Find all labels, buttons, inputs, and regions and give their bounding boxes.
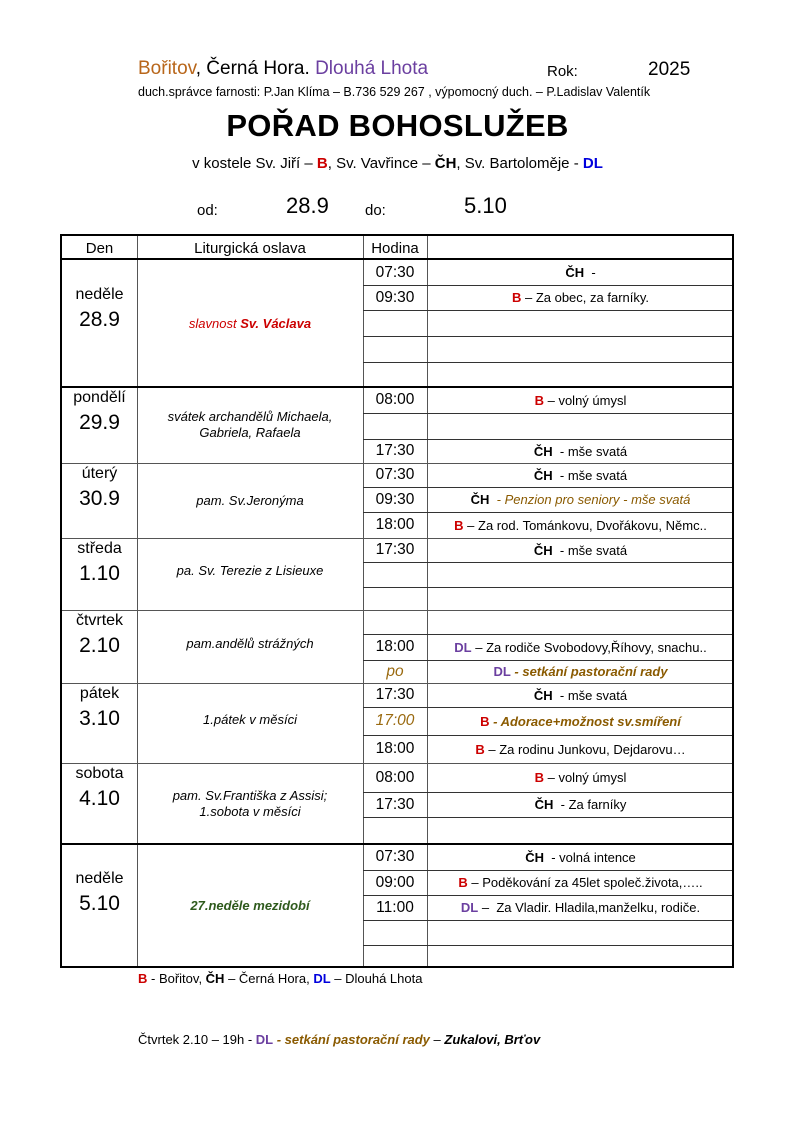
- day-name: čtvrtek: [75, 612, 124, 629]
- time-cell: [363, 920, 427, 945]
- celebration-cell: [137, 610, 363, 683]
- intention-text: - mše svatá: [552, 443, 628, 459]
- intention-cell: [427, 387, 734, 413]
- day-date: 1.10: [79, 562, 120, 585]
- intention-cell: [427, 487, 734, 512]
- celebration-text: pam. Sv.Františka z Assisi;: [172, 787, 328, 803]
- note-event: - setkání pastorační rady: [273, 1032, 430, 1047]
- churches-text: v kostele Sv. Jiří –: [192, 155, 317, 172]
- year-value: 2025: [648, 59, 691, 80]
- day-cell: [62, 763, 137, 844]
- time-cell: [363, 945, 427, 968]
- celebration-text: pa. Sv. Terezie z Lisieuxe: [176, 563, 324, 578]
- intention-cell: [427, 945, 734, 968]
- time-cell: [363, 310, 427, 336]
- intention-cell: [427, 512, 734, 538]
- church-code-dl: DL: [454, 639, 472, 655]
- celebration-text: 1.pátek v měsíci: [203, 712, 297, 727]
- celebration-cell: [137, 387, 363, 463]
- day-name: sobota: [75, 765, 124, 782]
- church-code-ch: ČH: [534, 797, 554, 812]
- intention-cell: [427, 634, 734, 660]
- time-cell: [363, 587, 427, 610]
- church-code-ch: ČH: [533, 467, 553, 483]
- celebration-text: slavnost: [188, 315, 241, 331]
- church-code-dl: DL: [460, 900, 479, 915]
- time-cell: 17:30: [375, 541, 415, 558]
- intention-cell: [427, 735, 734, 763]
- clergy-info: duch.správce farnosti: P.Jan Klíma – B.736 529 267 , výpomocný duch. – P.Ladislav Valentík: [138, 85, 651, 99]
- time-cell: 17:30: [375, 686, 415, 703]
- time-cell: 18:00: [375, 740, 415, 757]
- time-cell: po: [386, 662, 404, 680]
- note-place: Zukalovi, Brťov: [444, 1032, 541, 1047]
- intention-cell: [427, 285, 734, 310]
- church-code-dl: DL: [493, 664, 511, 679]
- time-cell: 17:00: [375, 712, 415, 729]
- from-value: 28.9: [286, 193, 329, 218]
- page-title: POŘAD BOHOSLUŽEB: [226, 108, 569, 143]
- intention-cell: [427, 362, 734, 387]
- intention-text: – Za Vladir. Hladila,manželku, rodiče.: [478, 900, 701, 915]
- church-code-b: B: [534, 392, 544, 408]
- day-name: neděle: [75, 286, 124, 303]
- celebration-text: pam.andělů strážných: [186, 635, 314, 651]
- day-date: 30.9: [79, 487, 120, 510]
- time-cell: 17:30: [375, 442, 415, 459]
- note-sep: –: [429, 1032, 445, 1047]
- celebration-text: pam. Sv.Jeronýma: [196, 492, 304, 508]
- church-code-b: B: [480, 713, 490, 729]
- intention-cell: [427, 707, 734, 735]
- day-cell: [62, 844, 137, 968]
- intention-text: – Poděkování za 45let společ.života,…..: [467, 875, 703, 890]
- intention-text: – volný úmysl: [544, 770, 627, 785]
- legend-code-ch: ČH: [205, 971, 225, 986]
- note-code-dl: DL: [255, 1032, 274, 1047]
- time-cell: 09:30: [375, 288, 415, 306]
- celebration-text: 27.neděle mezidobí: [190, 898, 310, 913]
- time-cell: 17:30: [375, 795, 415, 813]
- church-code-b: B: [458, 875, 468, 890]
- day-date: 4.10: [79, 787, 120, 810]
- legend-text: – Černá Hora,: [224, 971, 314, 986]
- intention-text: - Penzion pro seniory - mše svatá: [489, 492, 691, 507]
- schedule-table: [60, 234, 734, 968]
- celebration-text: svátek archandělů Michaela, Gabriela, Rafaela: [167, 409, 333, 440]
- from-label: od:: [197, 202, 218, 219]
- church-code-ch: ČH: [525, 849, 544, 865]
- day-date: 3.10: [79, 707, 120, 730]
- legend-text: - Bořitov,: [147, 971, 206, 986]
- intention-text: – Za rodiče Svobodovy,Říhovy, snachu..: [471, 639, 707, 655]
- church-code-ch: ČH: [565, 265, 585, 280]
- legend-text: – Dlouhá Lhota: [330, 971, 423, 986]
- footer-note: [138, 1032, 540, 1047]
- churches-line: [0, 155, 795, 172]
- note-prefix: Čtvrtek 2.10 – 19h -: [138, 1032, 256, 1047]
- code-dl: DL: [582, 155, 603, 172]
- time-cell: [363, 362, 427, 387]
- time-cell: 11:00: [376, 898, 414, 916]
- intention-cell: [427, 538, 734, 562]
- legend-code-dl: DL: [313, 971, 331, 986]
- day-name: středa: [77, 540, 122, 557]
- code-b: B: [316, 155, 328, 172]
- day-date: 29.9: [79, 411, 120, 434]
- time-cell: 07:30: [375, 263, 415, 281]
- time-cell: 09:30: [375, 490, 415, 508]
- church-code-ch: ČH: [533, 542, 553, 558]
- day-date: 2.10: [79, 634, 120, 657]
- day-cell: [62, 538, 137, 610]
- intention-cell: [427, 610, 734, 634]
- celebration-cell: [137, 260, 363, 387]
- celebration-cell: [137, 763, 363, 844]
- church-code-b: B: [534, 770, 544, 785]
- intention-cell: [427, 336, 734, 362]
- intention-cell: [427, 310, 734, 336]
- to-value: 5.10: [464, 193, 507, 218]
- intention-text: – Za obec, za farníky.: [521, 290, 650, 305]
- intention-cell: [427, 683, 734, 707]
- legend-code-b: B: [138, 971, 148, 986]
- code-ch: ČH: [434, 155, 457, 172]
- intention-cell: [427, 817, 734, 844]
- day-cell: [62, 683, 137, 763]
- time-cell: [363, 336, 427, 362]
- intention-text: - setkání pastorační rady: [510, 664, 668, 679]
- time-cell: 08:00: [375, 391, 415, 408]
- time-cell: 08:00: [375, 768, 415, 786]
- intention-text: – volný úmysl: [544, 392, 627, 408]
- intention-cell: [427, 463, 734, 487]
- header-liturgicka-oslava: Liturgická oslava: [194, 239, 306, 257]
- to-label: do:: [365, 202, 386, 219]
- intention-text: - volná intence: [544, 849, 636, 865]
- church-code-ch: ČH: [533, 443, 553, 459]
- intention-text: – Za rodinu Junkovu, Dejdarovu…: [484, 741, 686, 757]
- day-date: 28.9: [79, 308, 120, 331]
- day-cell: [62, 463, 137, 538]
- intention-cell: [427, 562, 734, 587]
- intention-cell: [427, 763, 734, 792]
- church-code-b: B: [475, 741, 485, 757]
- intention-cell: [427, 660, 734, 683]
- day-cell: [62, 387, 137, 463]
- year-label: Rok:: [547, 63, 578, 80]
- legend: [138, 971, 422, 986]
- churches-text: , Sv. Vavřince –: [327, 155, 435, 172]
- intention-text: - mše svatá: [552, 467, 628, 483]
- intention-cell: [427, 260, 734, 285]
- day-name: pondělí: [73, 389, 126, 406]
- intention-text: - mše svatá: [552, 687, 628, 703]
- intention-cell: [427, 920, 734, 945]
- time-cell: [363, 413, 427, 439]
- intention-cell: [427, 587, 734, 610]
- time-cell: 09:00: [375, 873, 415, 891]
- celebration-cell: [137, 538, 363, 610]
- day-cell: [62, 260, 137, 387]
- header-hodina: Hodina: [371, 239, 419, 257]
- time-cell: 18:00: [375, 638, 415, 655]
- church-code-ch: ČH: [470, 492, 490, 507]
- intention-text: -: [584, 265, 596, 280]
- time-cell: 07:30: [375, 848, 415, 865]
- time-cell: [363, 817, 427, 844]
- intention-cell: [427, 895, 734, 920]
- time-cell: 18:00: [375, 516, 415, 533]
- intention-text: - Za farníky: [553, 797, 627, 812]
- time-cell: 07:30: [375, 466, 415, 483]
- intention-cell: [427, 792, 734, 817]
- day-name: neděle: [75, 870, 124, 887]
- celebration-cell: [137, 463, 363, 538]
- day-cell: [62, 610, 137, 683]
- celebration-cell: [137, 844, 363, 968]
- intention-cell: [427, 870, 734, 895]
- intention-cell: [427, 844, 734, 870]
- intention-cell: [427, 439, 734, 463]
- day-date: 5.10: [79, 892, 120, 915]
- time-cell: [363, 562, 427, 587]
- header-den: Den: [85, 239, 114, 257]
- day-name: pátek: [79, 685, 120, 702]
- intention-text: - mše svatá: [552, 542, 628, 558]
- intention-cell: [427, 413, 734, 439]
- celebration-cell: [137, 683, 363, 763]
- time-cell: [363, 610, 427, 634]
- celebration-saint: Sv. Václava: [240, 315, 312, 331]
- celebration-text: 1.sobota v měsíci: [199, 803, 301, 819]
- parish-boritov: Bořitov: [138, 58, 196, 79]
- parish-dlouha-lhota: Dlouhá Lhota: [315, 58, 429, 79]
- church-code-b: B: [511, 290, 522, 305]
- parish-names: [138, 58, 428, 80]
- intention-text: – Za rod. Tománkovu, Dvořákovu, Němc..: [463, 517, 707, 533]
- parish-cerna-hora: , Černá Hora.: [195, 58, 316, 79]
- church-code-ch: ČH: [533, 687, 553, 703]
- churches-text: , Sv. Bartoloměje -: [456, 155, 583, 172]
- intention-text: - Adorace+možnost sv.smíření: [489, 713, 681, 729]
- day-name: úterý: [81, 465, 118, 482]
- church-code-b: B: [454, 517, 464, 533]
